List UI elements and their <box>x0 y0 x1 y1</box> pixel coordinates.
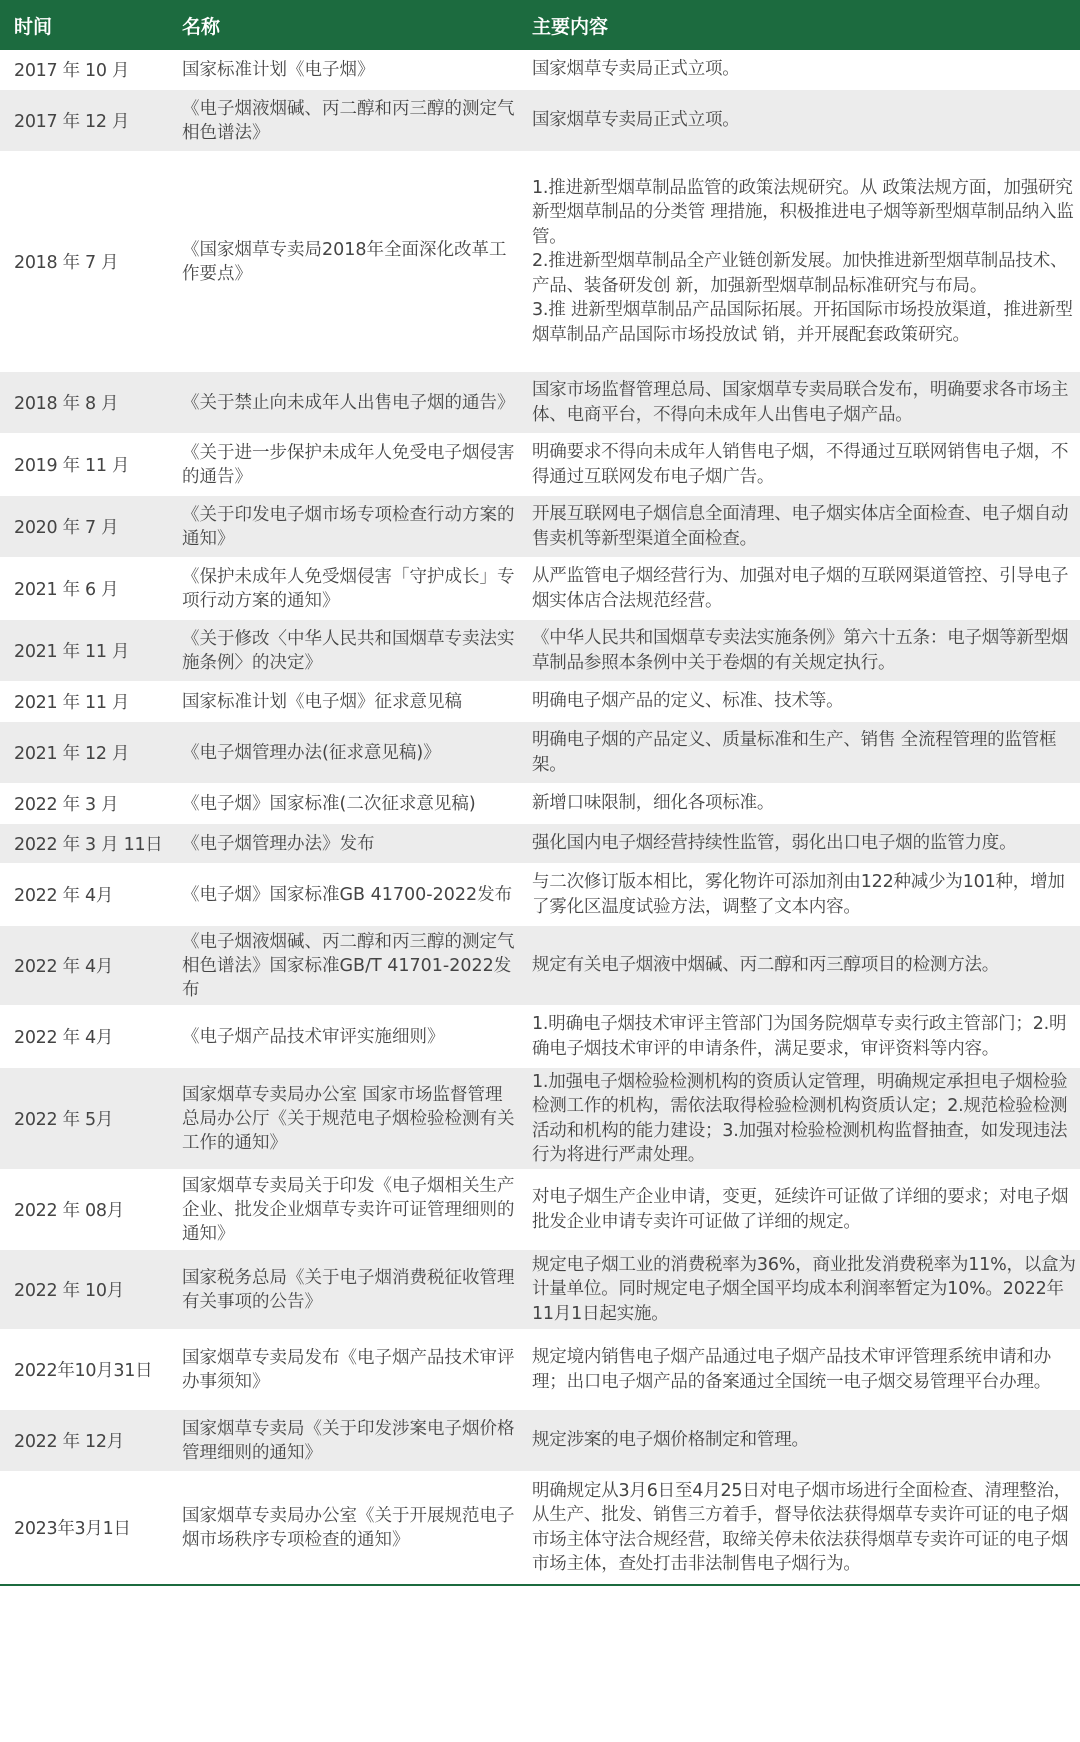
cell-time: 2021 年 11 月 <box>14 642 130 662</box>
table-row <box>0 784 1080 824</box>
cell-time: 2022 年 3 月 11日 <box>14 835 163 855</box>
table-row <box>0 824 1080 864</box>
cell-content: 国家烟草专卖局正式立项。 <box>532 59 740 80</box>
cell-content: 1.加强电子烟检验检测机构的资质认定管理，明确规定承担电子烟检验检测工作的机构，需依法取得检验检测机构资质认定；2.规范检验检测活动和机构的能力建设；3.加强对检验检测机构监督抽查，如发现违法行为将进行严肃处理。 <box>532 1071 1068 1165</box>
cell-content: 国家烟草专卖局正式立项。 <box>532 110 740 131</box>
table-row <box>0 926 1080 1006</box>
cell-content: 明确要求不得向未成年人销售电子烟，不得通过互联网销售电子烟，不得通过互联网发布电子烟广告。 <box>532 442 1069 487</box>
cell-name: 国家烟草专卖局办公室《关于开展规范电子烟市场秩序专项检查的通知》 <box>182 1505 515 1550</box>
cell-time: 2022 年 3 月 <box>14 795 119 815</box>
header-name: 名称 <box>182 15 221 38</box>
table-row <box>0 1250 1080 1330</box>
cell-name: 《保护未成年人免受烟侵害「守护成长」专项行动方案的通知》 <box>182 566 515 611</box>
table-row <box>0 372 1080 434</box>
table-row <box>0 1006 1080 1068</box>
cell-time: 2021 年 12 月 <box>14 744 130 764</box>
cell-content: 规定电子烟工业的消费税率为36%，商业批发消费税率为11%，以盒为计量单位。同时规定电子烟全国平均成本利润率暂定为10%。2022年11月1日起实施。 <box>532 1254 1076 1324</box>
cell-time: 2022 年 5月 <box>14 1110 114 1130</box>
table-row <box>0 50 1080 90</box>
cell-name: 《电子烟液烟碱、丙二醇和丙三醇的测定气相色谱法》 <box>182 98 515 143</box>
cell-content: 规定有关电子烟液中烟碱、丙二醇和丙三醇项目的检测方法。 <box>532 955 1000 976</box>
table-row <box>0 152 1080 372</box>
cell-content: 对电子烟生产企业申请，变更，延续许可证做了详细的要求；对电子烟批发企业申请专卖许可证做了详细的规定。 <box>532 1187 1069 1232</box>
table-bottom-rule <box>0 1584 1080 1586</box>
cell-name: 《电子烟液烟碱、丙二醇和丙三醇的测定气相色谱法》国家标准GB/T 41701-2022发布 <box>182 931 515 1000</box>
cell-time: 2018 年 8 月 <box>14 394 119 414</box>
cell-content: 规定涉案的电子烟价格制定和管理。 <box>532 1430 809 1451</box>
cell-time: 2022年10月31日 <box>14 1361 153 1381</box>
cell-name: 国家烟草专卖局《关于印发涉案电子烟价格管理细则的通知》 <box>182 1418 515 1463</box>
cell-content: 1.推进新型烟草制品监管的政策法规研究。从 政策法规方面，加强研究新型烟草制品的分类管 理措施，积极推进电子烟等新型烟草制品纳入监管。 2.推进新型烟草制品全产业链创新发展。加快推进新型烟草制品技术、产品、装备研发创 新，加强新型烟草制品标准研究与布局。 3.推 进新型烟草制品产品国际拓展。开拓国际市场投放渠道，推进新型烟草制品产品国际市场投放试 销，并开展配套政策研究。 <box>532 177 1074 345</box>
cell-content: 开展互联网电子烟信息全面清理、电子烟实体店全面检查、电子烟自动售卖机等新型渠道全面检查。 <box>532 504 1069 549</box>
cell-time: 2021 年 6 月 <box>14 580 119 600</box>
table-row <box>0 722 1080 784</box>
cell-name: 《电子烟管理办法(征求意见稿)》 <box>182 742 441 763</box>
cell-content: 从严监管电子烟经营行为、加强对电子烟的互联网渠道管控、引导电子烟实体店合法规范经营。 <box>532 566 1069 611</box>
cell-content: 与二次修订版本相比，雾化物许可添加剂由122种减少为101种，增加了雾化区温度试验方法，调整了文本内容。 <box>532 872 1065 917</box>
cell-content: 新增口味限制，细化各项标准。 <box>532 793 775 814</box>
table-row <box>0 558 1080 620</box>
table-row <box>0 434 1080 496</box>
table-row <box>0 620 1080 682</box>
cell-time: 2023年3月1日 <box>14 1519 131 1539</box>
table-header <box>0 0 1080 50</box>
table-body <box>0 50 1080 1584</box>
cell-time: 2022 年 12月 <box>14 1432 124 1452</box>
cell-time: 2019 年 11 月 <box>14 456 130 476</box>
cell-time: 2021 年 11 月 <box>14 693 130 713</box>
cell-name: 《电子烟管理办法》发布 <box>182 833 375 854</box>
cell-name: 《电子烟》国家标准GB 41700-2022发布 <box>182 884 513 905</box>
table-row <box>0 90 1080 152</box>
cell-name: 《关于禁止向未成年人出售电子烟的通告》 <box>182 392 515 413</box>
cell-name: 《国家烟草专卖局2018年全面深化改革工作要点》 <box>182 239 507 284</box>
header-time: 时间 <box>14 15 53 38</box>
cell-content: 《中华人民共和国烟草专卖法实施条例》第六十五条：电子烟等新型烟草制品参照本条例中关于卷烟的有关规定执行。 <box>532 628 1069 673</box>
table-row <box>0 864 1080 926</box>
cell-name: 《电子烟》国家标准(二次征求意见稿) <box>182 793 476 814</box>
table-row <box>0 1472 1080 1584</box>
cell-time: 2022 年 08月 <box>14 1201 124 1221</box>
cell-name: 国家烟草专卖局关于印发《电子烟相关生产企业、批发企业烟草专卖许可证管理细则的通知》 <box>182 1175 515 1244</box>
cell-time: 2018 年 7 月 <box>14 253 119 273</box>
cell-time: 2017 年 12 月 <box>14 112 130 132</box>
table-row <box>0 1170 1080 1250</box>
cell-content: 明确电子烟产品的定义、标准、技术等。 <box>532 691 844 712</box>
cell-content: 强化国内电子烟经营持续性监管，弱化出口电子烟的监管力度。 <box>532 833 1017 854</box>
cell-name: 国家标准计划《电子烟》征求意见稿 <box>182 691 462 712</box>
table-row <box>0 682 1080 722</box>
cell-time: 2022 年 4月 <box>14 886 114 906</box>
cell-name: 国家标准计划《电子烟》 <box>182 59 375 80</box>
cell-content: 明确规定从3月6日至4月25日对电子烟市场进行全面检查、清理整治，从生产、批发、销售三方着手，督导依法获得烟草专卖许可证的电子烟市场主体守法合规经营，取缔关停未依法获得烟草专卖许可证的电子烟市场主体，查处打击非法制售电子烟行为。 <box>532 1480 1072 1574</box>
table-row <box>0 496 1080 558</box>
cell-name: 《关于进一步保护未成年人免受电子烟侵害的通告》 <box>182 442 515 487</box>
cell-time: 2022 年 4月 <box>14 1028 114 1048</box>
cell-name: 国家税务总局《关于电子烟消费税征收管理有关事项的公告》 <box>182 1267 515 1312</box>
cell-name: 国家烟草专卖局办公室 国家市场监督管理总局办公厅《关于规范电子烟检验检测有关工作的通知》 <box>182 1084 515 1153</box>
header-content: 主要内容 <box>532 15 609 38</box>
cell-time: 2022 年 10月 <box>14 1281 124 1301</box>
cell-time: 2020 年 7 月 <box>14 518 119 538</box>
cell-time: 2017 年 10 月 <box>14 61 130 81</box>
table-row <box>0 1068 1080 1170</box>
cell-content: 明确电子烟的产品定义、质量标准和生产、销售 全流程管理的监管框架。 <box>532 730 1057 775</box>
cell-content: 1.明确电子烟技术审评主管部门为国务院烟草专卖行政主管部门；2.明确电子烟技术审评的申请条件，满足要求，审评资料等内容。 <box>532 1014 1067 1059</box>
cell-content: 国家市场监督管理总局、国家烟草专卖局联合发布，明确要求各市场主体、电商平台，不得向未成年人出售电子烟产品。 <box>532 380 1069 425</box>
cell-name: 《关于印发电子烟市场专项检查行动方案的通知》 <box>182 504 515 549</box>
cell-name: 国家烟草专卖局发布《电子烟产品技术审评办事须知》 <box>182 1347 515 1392</box>
cell-content: 规定境内销售电子烟产品通过电子烟产品技术审评管理系统申请和办理；出口电子烟产品的备案通过全国统一电子烟交易管理平台办理。 <box>532 1347 1051 1392</box>
table-row <box>0 1410 1080 1472</box>
cell-name: 《电子烟产品技术审评实施细则》 <box>182 1026 445 1047</box>
cell-time: 2022 年 4月 <box>14 957 114 977</box>
table-row <box>0 1330 1080 1410</box>
cell-name: 《关于修改〈中华人民共和国烟草专卖法实施条例〉的决定》 <box>182 628 515 673</box>
